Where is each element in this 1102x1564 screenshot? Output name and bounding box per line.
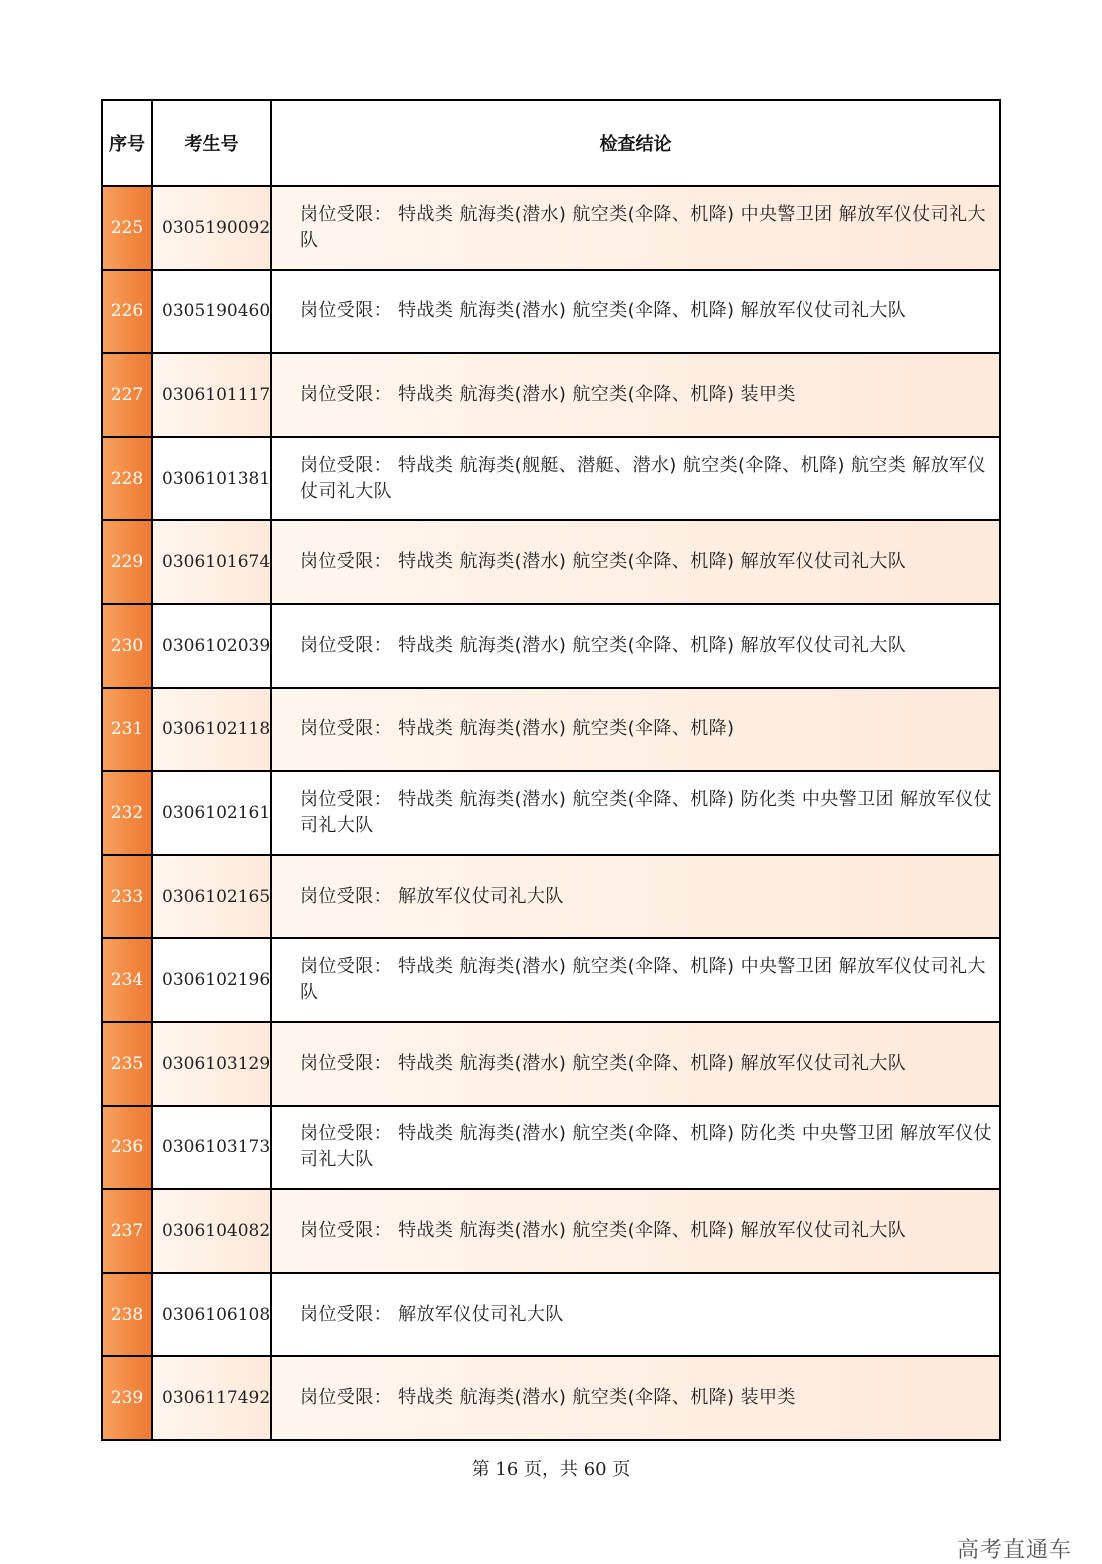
seq-cell: 232 bbox=[102, 771, 152, 855]
seq-cell: 235 bbox=[102, 1022, 152, 1106]
header-seq: 序号 bbox=[102, 100, 152, 186]
table-row bbox=[102, 1273, 1000, 1357]
seq-cell: 238 bbox=[102, 1273, 152, 1357]
candidate-id-cell: 0306102118 bbox=[152, 688, 271, 772]
table-row bbox=[102, 1106, 1000, 1190]
candidate-id-cell: 0305190092 bbox=[152, 186, 271, 270]
conclusion-cell: 岗位受限： 特战类 航海类(潜水) 航空类(伞降、机降) 解放军仪仗司礼大队 bbox=[271, 604, 1000, 688]
conclusion-cell: 岗位受限： 特战类 航海类(潜水) 航空类(伞降、机降) 装甲类 bbox=[271, 353, 1000, 437]
table-row bbox=[102, 938, 1000, 1022]
conclusion-cell: 岗位受限： 特战类 航海类(潜水) 航空类(伞降、机降) 防化类 中央警卫团 解放军仪仗司礼大队 bbox=[271, 1106, 1000, 1190]
seq-cell: 234 bbox=[102, 938, 152, 1022]
seq-cell: 230 bbox=[102, 604, 152, 688]
table-row bbox=[102, 186, 1000, 270]
conclusion-cell: 岗位受限： 特战类 航海类(潜水) 航空类(伞降、机降) 解放军仪仗司礼大队 bbox=[271, 270, 1000, 354]
conclusion-cell: 岗位受限： 特战类 航海类(潜水) 航空类(伞降、机降) 中央警卫团 解放军仪仗司礼大队 bbox=[271, 938, 1000, 1022]
candidate-id-cell: 0306102165 bbox=[152, 855, 271, 939]
seq-cell: 237 bbox=[102, 1189, 152, 1273]
seq-cell: 231 bbox=[102, 688, 152, 772]
conclusion-cell: 岗位受限： 特战类 航海类(舰艇、潜艇、潜水) 航空类(伞降、机降) 航空类 解放军仪仗司礼大队 bbox=[271, 437, 1000, 521]
seq-cell: 226 bbox=[102, 270, 152, 354]
conclusion-cell: 岗位受限： 特战类 航海类(潜水) 航空类(伞降、机降) 解放军仪仗司礼大队 bbox=[271, 1022, 1000, 1106]
conclusion-cell: 岗位受限： 特战类 航海类(潜水) 航空类(伞降、机降) 装甲类 bbox=[271, 1356, 1000, 1440]
table-row bbox=[102, 520, 1000, 604]
header-row bbox=[102, 100, 1000, 186]
seq-cell: 229 bbox=[102, 520, 152, 604]
table-row bbox=[102, 1189, 1000, 1273]
table-row bbox=[102, 437, 1000, 521]
conclusion-cell: 岗位受限： 特战类 航海类(潜水) 航空类(伞降、机降) 防化类 中央警卫团 解放军仪仗司礼大队 bbox=[271, 771, 1000, 855]
header-candidate-id: 考生号 bbox=[152, 100, 271, 186]
candidate-id-cell: 0306102039 bbox=[152, 604, 271, 688]
table-row bbox=[102, 1022, 1000, 1106]
conclusion-cell: 岗位受限： 特战类 航海类(潜水) 航空类(伞降、机降) 中央警卫团 解放军仪仗司礼大队 bbox=[271, 186, 1000, 270]
candidate-id-cell: 0306106108 bbox=[152, 1273, 271, 1357]
results-table bbox=[101, 99, 1001, 1441]
conclusion-cell: 岗位受限： 特战类 航海类(潜水) 航空类(伞降、机降) 解放军仪仗司礼大队 bbox=[271, 1189, 1000, 1273]
conclusion-cell: 岗位受限： 解放军仪仗司礼大队 bbox=[271, 855, 1000, 939]
conclusion-cell: 岗位受限： 解放军仪仗司礼大队 bbox=[271, 1273, 1000, 1357]
candidate-id-cell: 0306102196 bbox=[152, 938, 271, 1022]
table-row bbox=[102, 688, 1000, 772]
seq-cell: 228 bbox=[102, 437, 152, 521]
candidate-id-cell: 0305190460 bbox=[152, 270, 271, 354]
conclusion-cell: 岗位受限： 特战类 航海类(潜水) 航空类(伞降、机降) 解放军仪仗司礼大队 bbox=[271, 520, 1000, 604]
page-number: 第 16 页，共 60 页 bbox=[471, 1459, 631, 1480]
table-row bbox=[102, 270, 1000, 354]
seq-cell: 236 bbox=[102, 1106, 152, 1190]
table-row bbox=[102, 855, 1000, 939]
header-conclusion: 检查结论 bbox=[271, 100, 1000, 186]
seq-cell: 225 bbox=[102, 186, 152, 270]
table-row bbox=[102, 771, 1000, 855]
candidate-id-cell: 0306102161 bbox=[152, 771, 271, 855]
table-row bbox=[102, 353, 1000, 437]
table-row bbox=[102, 1356, 1000, 1440]
candidate-id-cell: 0306101117 bbox=[152, 353, 271, 437]
candidate-id-cell: 0306117492 bbox=[152, 1356, 271, 1440]
candidate-id-cell: 0306103129 bbox=[152, 1022, 271, 1106]
candidate-id-cell: 0306101674 bbox=[152, 520, 271, 604]
conclusion-cell: 岗位受限： 特战类 航海类(潜水) 航空类(伞降、机降) bbox=[271, 688, 1000, 772]
watermark-logo-text: 高考直通车 bbox=[956, 1538, 1072, 1563]
candidate-id-cell: 0306104082 bbox=[152, 1189, 271, 1273]
seq-cell: 239 bbox=[102, 1356, 152, 1440]
candidate-id-cell: 0306103173 bbox=[152, 1106, 271, 1190]
table-row bbox=[102, 604, 1000, 688]
seq-cell: 233 bbox=[102, 855, 152, 939]
candidate-id-cell: 0306101381 bbox=[152, 437, 271, 521]
seq-cell: 227 bbox=[102, 353, 152, 437]
